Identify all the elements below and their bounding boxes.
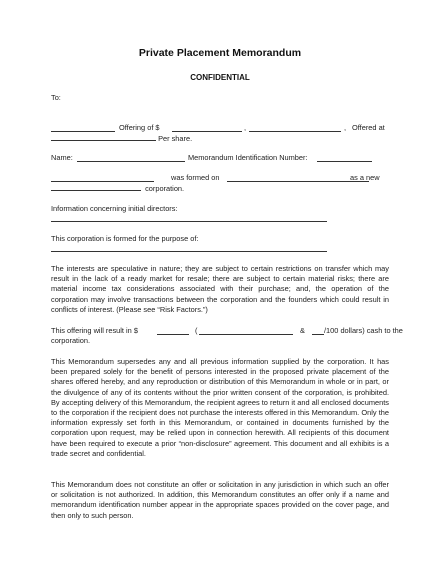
directors-field[interactable] [51,214,327,222]
blank-price-field[interactable] [51,133,156,141]
memorandum-page: Private Placement Memorandum CONFIDENTIAL To: Offering of $ , , Offered at Per share. Name: Memorandum Identification Number: was formed on as a new corporation. Information concerning initial directors: This corporation is formed for the purpose of: The interests are speculative in nature; they are subject to certain restrictions on transfer which may result in the lack of a ready market for resale; there are subject to certain material risks; there are material income tax considerations associated with their purchase; and, the operation of the corporation may involve transactions between the corporation and the founders which could result in conflicts of interest. (Please see “Risk Factors.”) This offering will result in $ ( & /100 dollars) cash to the corporation. This Memorandum supersedes any and all previous information supplied by the corporation. It has been prepared solely for the benefit of persons interested in the proposed private placement of the shares offered hereby, and any reproduction or distribution of this Memorandum in whole or in part, or the divulgence of any of its contents without the prior written consent of the corporation, is prohibited. By accepting delivery of this Memorandum, the recipient agrees to return it and all enclosed documents to the corporation if the recipient does not purchase the interests offered in this Memorandum. Only the information expressly set forth in this Memorandum, or contained in documents furnished by the corporation upon request, may be relied upon in connection herewith. All recipients of this document have been required to execute a prior “non-disclosure” agreement. This document and all exhibits is a trade secret and confidential. This Memorandum does not constitute an offer or solicitation in any jurisdiction in which such an offer or solicitation is not authorized. In addition, this Memorandum constitutes an offer only if a name and memorandum identification number appear in the appropriate spaces provided on the cover page, and then only to such person. [0,0,440,569]
corporation-name-field[interactable] [51,174,154,182]
document-title: Private Placement Memorandum [138,47,302,59]
blank-shares-field[interactable] [51,124,115,132]
cash-line-end: corporation. [51,336,91,345]
cash-line-text-4: /100 dollars) cash to the [324,326,403,335]
purpose-label: This corporation is formed for the purpose of: [51,234,199,243]
offering-of-label: Offering of $ [119,123,160,132]
corporation-label: corporation. [145,184,185,193]
purpose-field[interactable] [51,244,327,252]
to-label: To: [51,93,61,102]
memo-id-field[interactable] [317,154,372,162]
supersede-paragraph: This Memorandum supersedes any and all previous information supplied by the corporation. It has been prepared solely for the benefit of persons interested in the proposed private placement of the shares offered hereby, and any reproduction or distribution of this Memorandum in whole or in part, or the divulgence of any of its contents without the prior written consent of the corporation, is prohibited. By accepting delivery of this Memorandum, the recipient agrees to return it and all enclosed documents to the corporation if the recipient does not purchase the interests offered in this Memorandum. Only the information expressly set forth in this Memorandum, or contained in documents furnished by the corporation upon request, may be relied upon in connection herewith. All recipients of this document have been required to execute a prior “non-disclosure” agreement. This document and all exhibits is a trade secret and confidential. [51,357,389,458]
risk-paragraph: The interests are speculative in nature; they are subject to certain restrictions on transfer which may result in the lack of a ready market for resale; there are subject to certain material risks; there are material income tax considerations associated with their purchase; and, the operation of the corporation may involve transactions between the corporation and the founders which could result in conflicts of interest. (Please see “Risk Factors.”) [51,264,389,314]
name-label: Name: [51,153,73,162]
blank-amount-field[interactable] [172,124,242,132]
was-formed-on-label: was formed on [171,173,220,182]
directors-label: Information concerning initial directors: [51,204,178,213]
cash-cents-field[interactable] [312,327,324,335]
formation-date-field[interactable] [227,174,369,182]
blank-security-field[interactable] [249,124,341,132]
cash-words-field[interactable] [199,327,293,335]
as-a-new-label: as a new [350,173,380,182]
cash-amount-field[interactable] [157,327,189,335]
corporation-type-line [51,183,184,194]
name-field[interactable] [77,154,185,162]
per-share-line [51,133,192,144]
corporation-type-field[interactable] [51,183,141,191]
cash-line-text-3: & [300,326,305,335]
offer-paragraph: This Memorandum does not constitute an offer or solicitation in any jurisdiction in which such an offer or solicitation is not authorized. In addition, this Memorandum constitutes an offer only if a name and memorandum identification number appear in the appropriate spaces provided on the cover page, and then only to such person. [51,480,389,520]
confidential-heading: CONFIDENTIAL [190,73,250,82]
cash-line-text-2: ( [195,326,198,335]
cash-line-text-1: This offering will result in $ [51,326,138,335]
offered-at-label: Offered at [352,123,385,132]
per-share-label: Per share. [158,134,193,143]
memo-id-label: Memorandum Identification Number: [188,153,308,162]
